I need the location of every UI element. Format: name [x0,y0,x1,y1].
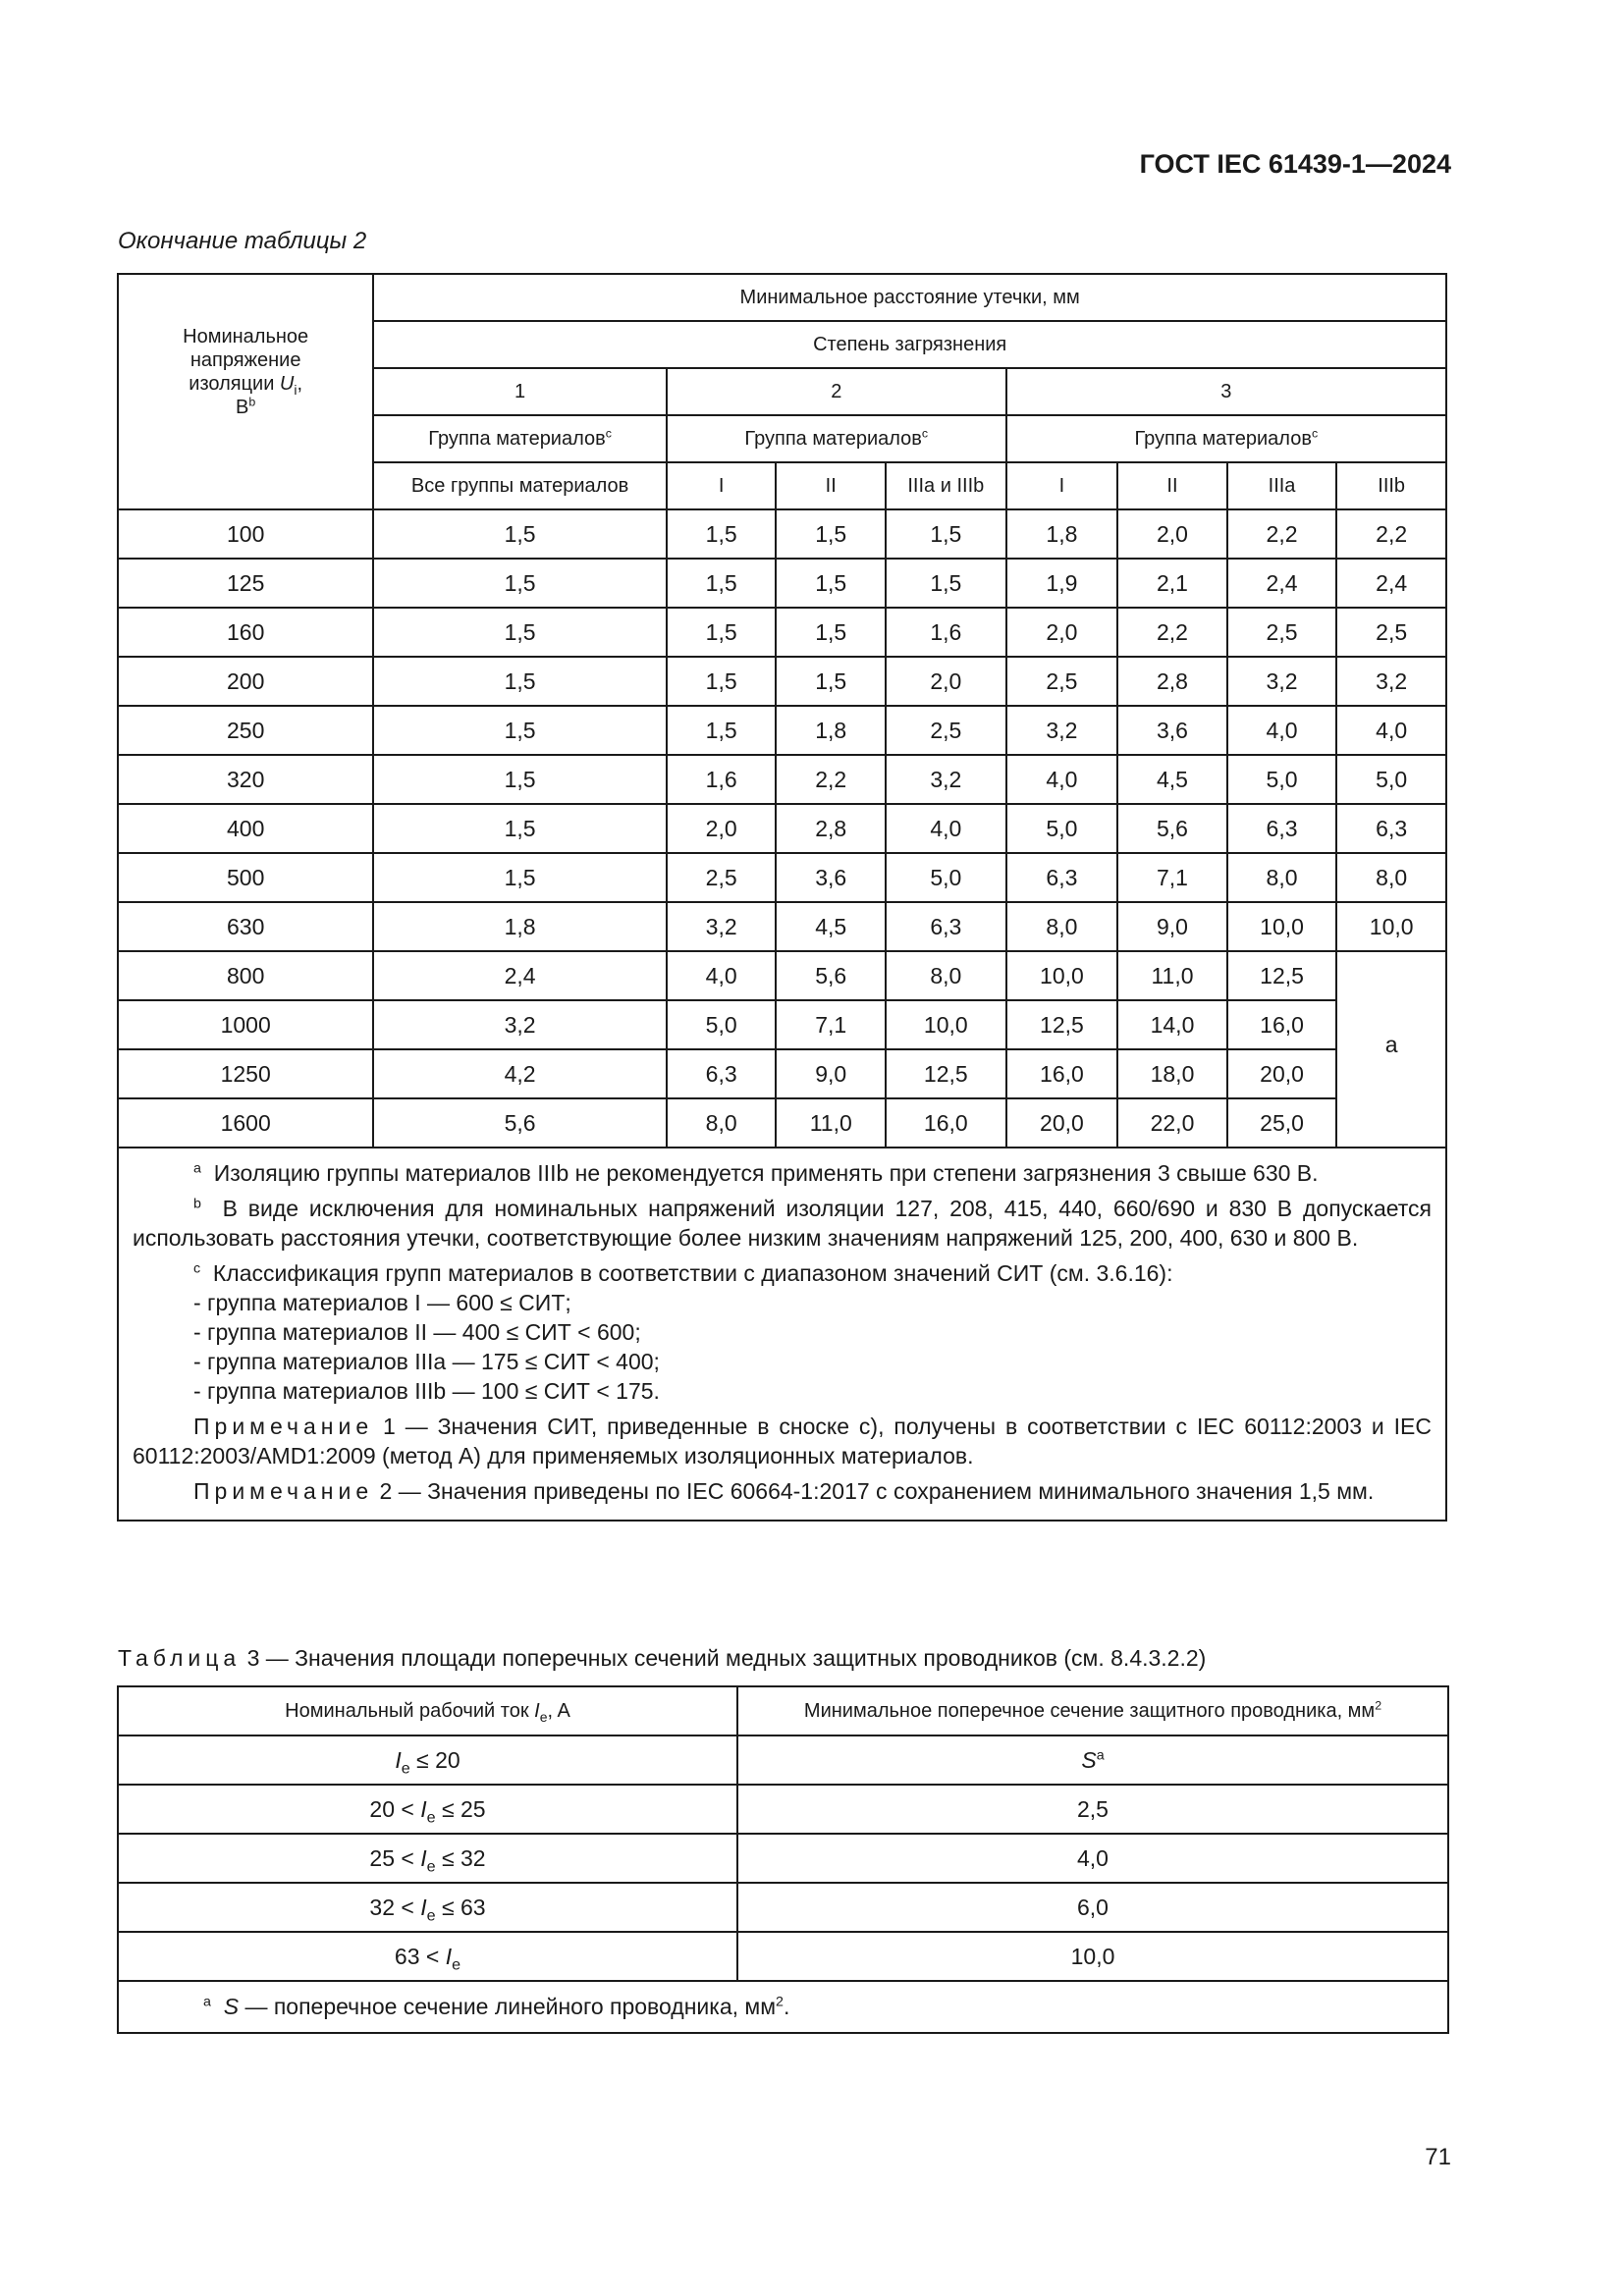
table-row [118,951,1446,1000]
creepage-cell: 12,5 [1006,1000,1118,1049]
creepage-cell: 1,5 [886,509,1006,559]
creepage-cell: 6,3 [667,1049,777,1098]
table-row [118,804,1446,853]
creepage-cell: 9,0 [1117,902,1227,951]
table-row [118,706,1446,755]
voltage-cell: 1250 [118,1049,373,1098]
list-item: - группа материалов IIIa — 175 ≤ СИТ < 400; [193,1349,660,1374]
pollution-level: 3 [1006,368,1446,415]
voltage-cell: 320 [118,755,373,804]
voltage-header: Номинальное напряжение изоляции $U_i$, $В^b$ [118,274,373,509]
creepage-cell: 1,5 [776,559,886,608]
creepage-cell: 1,6 [667,755,777,804]
cross-section-cell: 10,0 [737,1932,1448,1981]
current-range-cell: $32 < I_e \le 63$ [118,1883,737,1932]
creepage-cell: 1,5 [373,509,667,559]
creepage-cell: 3,2 [373,1000,667,1049]
table3-footnote: $^a$ S — поперечное сечение линейного проводника, $мм^2$. [118,1981,1448,2033]
current-range-cell: $20 < I_e \le 25$ [118,1785,737,1834]
subgroup-header: I [667,462,777,509]
subgroup-header: II [776,462,886,509]
creepage-cell: 1,5 [667,509,777,559]
table-row [118,559,1446,608]
table-row [118,853,1446,902]
creepage-cell: 5,0 [1336,755,1446,804]
voltage-cell: 500 [118,853,373,902]
creepage-cell: 2,5 [1227,608,1337,657]
creepage-cell: 11,0 [776,1098,886,1148]
creepage-distance-table [117,273,1447,1522]
voltage-cell: 125 [118,559,373,608]
subgroup-header: IIIa и IIIb [886,462,1006,509]
creepage-cell: 1,8 [1006,509,1118,559]
creepage-cell: 2,8 [776,804,886,853]
table-row [118,608,1446,657]
creepage-cell: 2,1 [1117,559,1227,608]
creepage-cell: 1,5 [886,559,1006,608]
creepage-cell: 12,5 [886,1049,1006,1098]
creepage-cell: 1,8 [776,706,886,755]
creepage-cell: 3,6 [776,853,886,902]
pollution-level: 2 [667,368,1006,415]
creepage-cell: 1,5 [776,657,886,706]
creepage-cell: 4,0 [1006,755,1118,804]
creepage-cell: 1,5 [373,853,667,902]
creepage-cell: 4,0 [1227,706,1337,755]
page-number: 71 [1425,2144,1451,2170]
creepage-cell: 12,5 [1227,951,1337,1000]
material-group-header: Группа материалов$^c$ [373,415,667,462]
current-range-cell: $I_e \le 20$ [118,1735,737,1785]
creepage-cell: 1,5 [667,559,777,608]
creepage-cell: 1,5 [667,608,777,657]
table-row [118,902,1446,951]
creepage-cell: 10,0 [1336,902,1446,951]
creepage-cell: 6,3 [1227,804,1337,853]
voltage-cell: 100 [118,509,373,559]
voltage-cell: 800 [118,951,373,1000]
subgroup-header: IIIa [1227,462,1337,509]
subgroup-header: IIIb [1336,462,1446,509]
creepage-cell: 1,5 [373,755,667,804]
creepage-cell: 5,6 [373,1098,667,1148]
creepage-cell: 5,0 [1006,804,1118,853]
cross-section-cell: 2,5 [737,1785,1448,1834]
table-row [118,1785,1448,1834]
subgroup-header: I [1006,462,1118,509]
creepage-cell: 2,0 [886,657,1006,706]
note-2: Примечание 2 — Значения приведены по IEC 60664-1:2017 с сохранением минимального значения 1,5 мм. [193,1478,1375,1504]
creepage-cell: 8,0 [886,951,1006,1000]
creepage-cell: 4,0 [1336,706,1446,755]
creepage-cell: 3,2 [667,902,777,951]
creepage-cell: 2,4 [1227,559,1337,608]
creepage-cell: 3,2 [1336,657,1446,706]
creepage-cell: 8,0 [1336,853,1446,902]
cross-section-header: Минимальное поперечное сечение защитного проводника, $мм^2$ [737,1686,1448,1735]
creepage-cell: 5,6 [776,951,886,1000]
creepage-cell: 2,2 [776,755,886,804]
current-range-cell: $63 < I_e$ [118,1932,737,1981]
creepage-cell: 3,2 [1227,657,1337,706]
table-row [118,657,1446,706]
creepage-cell: 6,3 [886,902,1006,951]
creepage-cell: 2,4 [373,951,667,1000]
creepage-cell: 1,8 [373,902,667,951]
creepage-cell: 14,0 [1117,1000,1227,1049]
rated-current-header: Номинальный рабочий ток $I_e$, A [118,1686,737,1735]
creepage-cell: 2,2 [1227,509,1337,559]
creepage-cell: 3,2 [1006,706,1118,755]
creepage-cell: 2,5 [1336,608,1446,657]
creepage-cell: 4,5 [1117,755,1227,804]
creepage-cell: 8,0 [1006,902,1118,951]
creepage-cell: 20,0 [1006,1098,1118,1148]
creepage-cell: 16,0 [886,1098,1006,1148]
voltage-cell: 160 [118,608,373,657]
creepage-cell: 2,5 [886,706,1006,755]
creepage-cell: 2,2 [1117,608,1227,657]
creepage-cell: 9,0 [776,1049,886,1098]
table3-caption: Таблица 3 — Значения площади поперечных сечений медных защитных проводников (см. 8.4.3.2.2) [118,1645,1207,1671]
creepage-cell: 2,2 [1336,509,1446,559]
table-row [118,1049,1446,1098]
table-row [118,509,1446,559]
creepage-cell: 10,0 [1006,951,1118,1000]
merged-footnote-cell: a [1336,951,1446,1148]
list-item: - группа материалов II — 400 ≤ СИТ < 600; [193,1319,641,1345]
voltage-cell: 630 [118,902,373,951]
pollution-level: 1 [373,368,667,415]
creepage-cell: 5,0 [1227,755,1337,804]
creepage-cell: 8,0 [667,1098,777,1148]
creepage-cell: 3,6 [1117,706,1227,755]
creepage-cell: 1,5 [667,657,777,706]
creepage-cell: 11,0 [1117,951,1227,1000]
subgroup-header: II [1117,462,1227,509]
table-row [118,1932,1448,1981]
creepage-cell: 1,5 [667,706,777,755]
footnote-b: $^b$ В виде исключения для номинальных напряжений изоляции 127, 208, 415, 440, 660/690 и 830 В допускается использовать расстояния утечки, соответствующие более низким значениям напряжений 125, 200, 400, 630 и 800 В. [133,1196,1433,1251]
creepage-cell: 4,5 [776,902,886,951]
creepage-cell: 1,5 [373,559,667,608]
creepage-cell: 4,0 [886,804,1006,853]
creepage-cell: 8,0 [1227,853,1337,902]
creepage-cell: 4,0 [667,951,777,1000]
cross-section-cell: 4,0 [737,1834,1448,1883]
creepage-cell: 2,8 [1117,657,1227,706]
creepage-cell: 4,2 [373,1049,667,1098]
creepage-cell: 1,6 [886,608,1006,657]
creepage-cell: 2,0 [1006,608,1118,657]
table-footnotes [118,1148,1446,1521]
creepage-cell: 22,0 [1117,1098,1227,1148]
creepage-cell: 1,5 [373,608,667,657]
creepage-cell: 20,0 [1227,1049,1337,1098]
standard-code: ГОСТ IEC 61439-1—2024 [1139,149,1451,179]
creepage-cell: 1,5 [373,804,667,853]
voltage-cell: 1000 [118,1000,373,1049]
creepage-header: Минимальное расстояние утечки, мм [373,274,1446,321]
material-group-header: Группа материалов$^c$ [667,415,1006,462]
creepage-cell: 3,2 [886,755,1006,804]
creepage-cell: 5,0 [667,1000,777,1049]
creepage-cell: 6,3 [1006,853,1118,902]
creepage-cell: 1,5 [373,657,667,706]
table-row [118,1883,1448,1932]
creepage-cell: 7,1 [776,1000,886,1049]
current-range-cell: $25 < I_e \le 32$ [118,1834,737,1883]
creepage-cell: 2,0 [667,804,777,853]
voltage-cell: 400 [118,804,373,853]
footnote-a: $^a$ Изоляцию группы материалов IIIb не рекомендуется применять при степени загрязнения 3 свыше 630 В. [193,1160,1319,1186]
creepage-cell: 2,0 [1117,509,1227,559]
cross-section-cell: 6,0 [737,1883,1448,1932]
creepage-cell: 2,4 [1336,559,1446,608]
table-row [118,1000,1446,1049]
creepage-cell: 25,0 [1227,1098,1337,1148]
voltage-cell: 200 [118,657,373,706]
creepage-cell: 1,5 [776,608,886,657]
table-row [118,1098,1446,1148]
pollution-degree-header: Степень загрязнения [373,321,1446,368]
table-row [118,1834,1448,1883]
creepage-cell: 2,5 [1006,657,1118,706]
material-group-header: Группа материалов$^c$ [1006,415,1446,462]
creepage-cell: 10,0 [886,1000,1006,1049]
creepage-cell: 10,0 [1227,902,1337,951]
material-group-list [133,1288,1432,1406]
creepage-cell: 2,5 [667,853,777,902]
creepage-cell: 5,6 [1117,804,1227,853]
table-row [118,1735,1448,1785]
creepage-cell: 5,0 [886,853,1006,902]
table-row [118,755,1446,804]
protective-conductor-table [117,1685,1449,2034]
creepage-cell: 18,0 [1117,1049,1227,1098]
subgroup-header: Все группы материалов [373,462,667,509]
creepage-cell: 1,9 [1006,559,1118,608]
creepage-cell: 16,0 [1006,1049,1118,1098]
creepage-cell: 7,1 [1117,853,1227,902]
creepage-cell: 16,0 [1227,1000,1337,1049]
list-item: - группа материалов I — 600 ≤ СИТ; [193,1290,571,1315]
list-item: - группа материалов IIIb — 100 ≤ СИТ < 175. [193,1378,660,1404]
footnote-c: $^c$ Классификация групп материалов в соответствии с диапазоном значений СИТ (см. 3.6.16): [193,1260,1173,1286]
table-continuation-caption: Окончание таблицы 2 [118,228,367,254]
creepage-cell: 1,5 [776,509,886,559]
note-1: Примечание 1 — Значения СИТ, приведенные в сноске с), получены в соответствии с IEC 60112:2003 и IEC 60112:2003/AMD1:2009 (метод А) для применяемых изоляционных материалов. [133,1414,1432,1468]
creepage-cell: 6,3 [1336,804,1446,853]
cross-section-cell: $S^a$ [737,1735,1448,1785]
creepage-cell: 1,5 [373,706,667,755]
voltage-cell: 250 [118,706,373,755]
voltage-cell: 1600 [118,1098,373,1148]
